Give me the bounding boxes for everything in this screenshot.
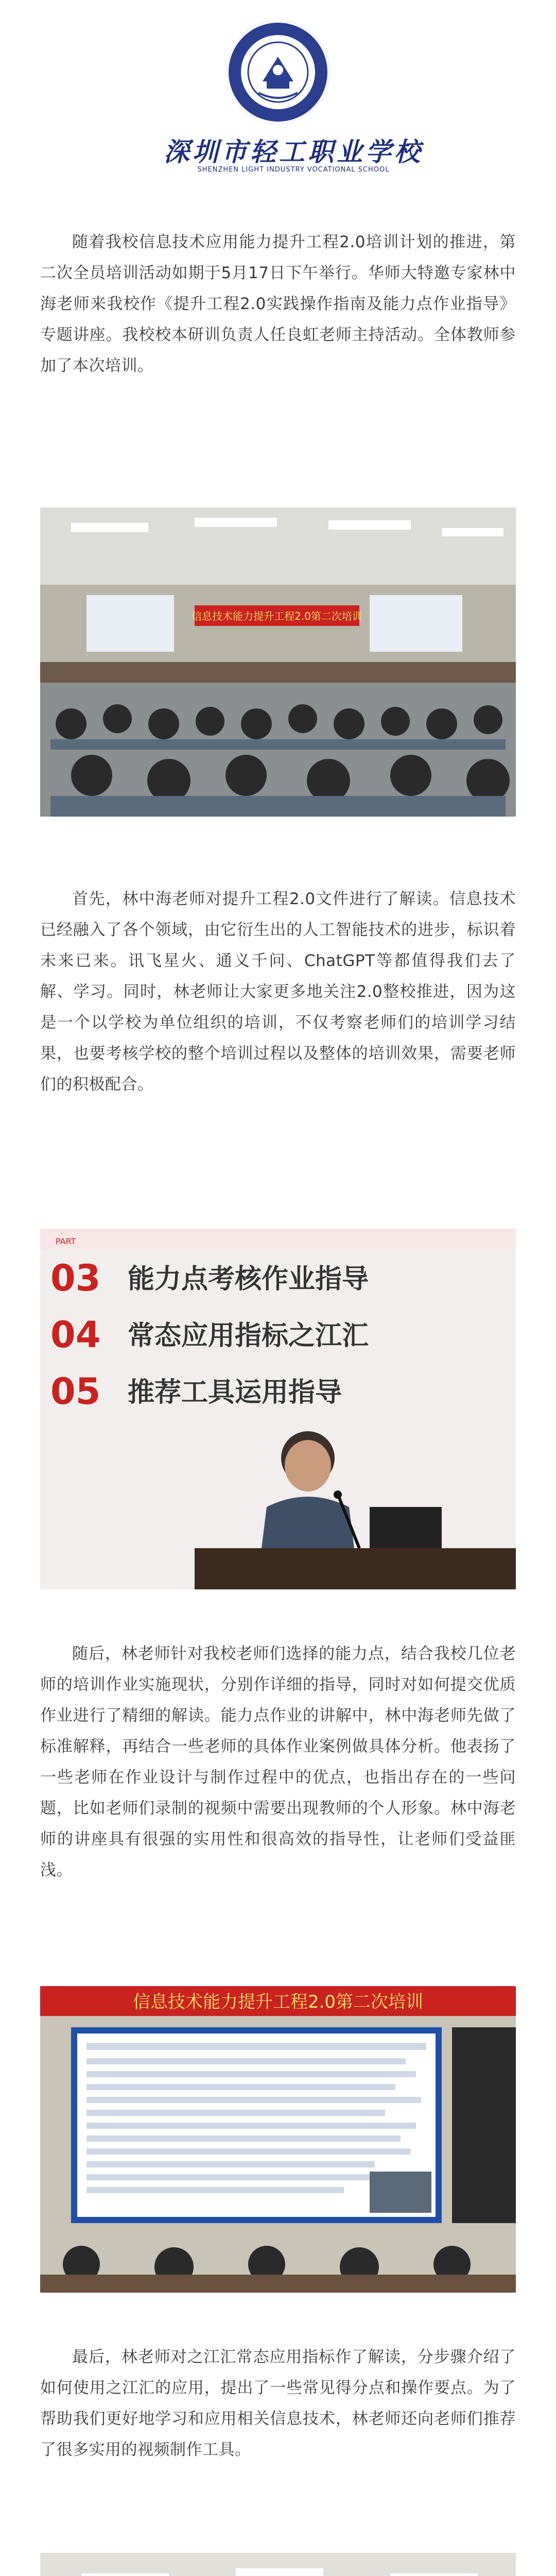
paragraph-intro: 随着我校信息技术应用能力提升工程2.0培训计划的推进，第二次全员培训活动如期于5月17日下午举行。华师大特邀专家林中海老师来我校作《提升工程2.0实践操作指南及能力点作业指导》专题讲座。我校校本研训负责人任良虹老师主持活动。全体教师参加了本次培训。 [40,233,516,375]
photo1-banner-text: 信息技术能力提升工程2.0第二次培训 [192,610,362,622]
slide-row-3-text: 能力点考核作业指导 [128,1264,369,1295]
photo3-banner-text: 信息技术能力提升工程2.0第二次培训 [132,1992,424,2012]
photo-speaker-slide [40,1229,516,1589]
slide-row-5-text: 推荐工具运用指导 [128,1377,342,1408]
school-name-english: SHENZHEN LIGHT INDUSTRY VOCATIONAL SCHOOL [197,166,390,174]
photo-projection-screen [40,1986,516,2293]
slide-row-4-text: 常态应用指标之江汇 [128,1320,369,1351]
slide-row-4-number: 04 [50,1314,101,1356]
slide-part-label: PART [56,1236,76,1246]
paragraph-assignment-guidance: 随后，林老师针对我校老师们选择的能力点，结合我校几位老师的培训作业实施现状，分别作详细的指导，同时对如何提交优质作业进行了精细的解读。能力点作业的讲解中，林中海老师先做了标准解释，再结合一些老师的具体作业案例做具体分析。他表扬了一些老师在作业设计与制作过程中的优点，也指出存在的一些问题，比如老师们录制的视频中需要出现教师的个人形象。林中海老师的讲座具有很强的实用性和很高效的指导性，让老师们受益匪浅。 [40,1645,516,1879]
slide-row-5-number: 05 [50,1370,101,1413]
photo-lecture-hall-2 [40,2553,516,2576]
slide-row-3-number: 03 [50,1257,101,1299]
photo-lecture-hall-1 [40,507,516,817]
school-header [0,0,556,196]
school-seal-logo [227,21,329,124]
paragraph-zhijianghui: 最后，林老师对之江汇常态应用指标作了解读，分步骤介绍了如何使用之江汇的应用，提出了一些常见得分点和操作要点。为了帮助我们更好地学习和应用相关信息技术，林老师还向老师们推荐了很多实用的视频制作工具。 [40,2348,516,2459]
school-name-chinese: 深圳市轻工职业学校 [164,137,423,167]
paragraph-policy-interpretation: 首先，林中海老师对提升工程2.0文件进行了解读。信息技术已经融入了各个领域，由它衍生出的人工智能技术的进步，标识着未来已来。讯飞星火、通义千问、ChatGPT等都值得我们去了解、学习。同时，林老师让大家更多地关注2.0整校推进，因为这是一个以学校为单位组织的培训，不仅考察老师们的培训学习结果，也要考核学校的整个培训过程以及整体的培训效果，需要老师们的积极配合。 [40,890,516,1094]
